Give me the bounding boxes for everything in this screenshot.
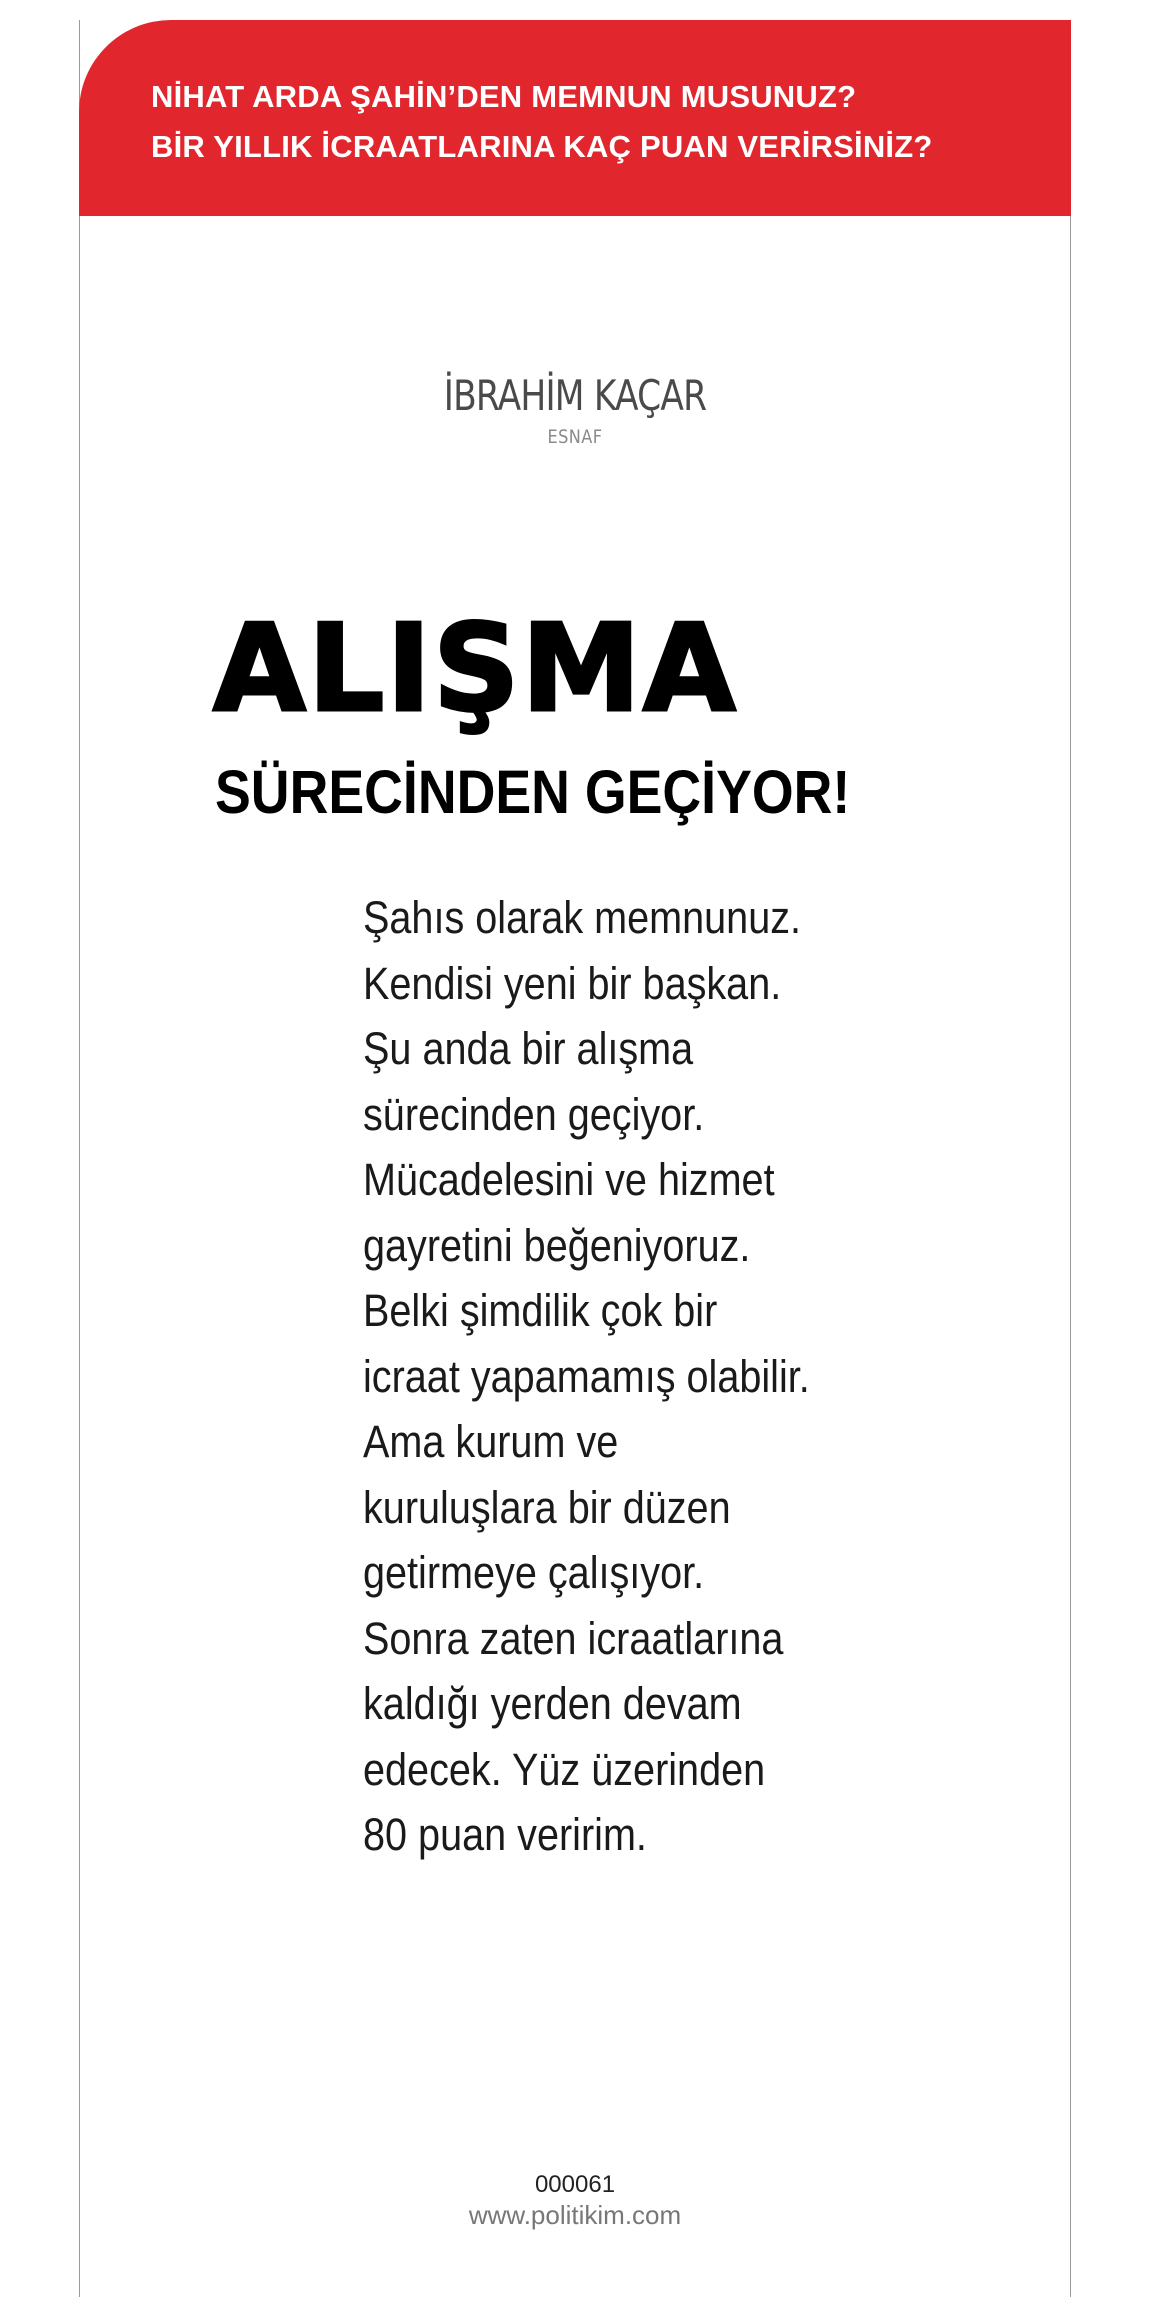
body-line: kaldığı yerden devam	[363, 1678, 742, 1729]
body-text	[363, 885, 923, 1868]
page-code: 000061	[534, 2171, 616, 2198]
body-line: 80 puan veririm.	[363, 1809, 647, 1860]
body-line: Şu anda bir alışma	[363, 1023, 694, 1074]
body-line: edecek. Yüz üzerinden	[363, 1743, 766, 1795]
body-line: Şahıs olarak memnunuz.	[363, 892, 802, 943]
website-url: www.politikim.com	[468, 2200, 682, 2230]
headline-sub: SÜRECİNDEN GEÇİYOR!	[215, 758, 851, 826]
footer	[0, 2170, 1150, 2230]
header-banner	[79, 20, 1071, 216]
body-line: Kendisi yeni bir başkan.	[363, 957, 782, 1009]
header-question-line-1: NİHAT ARDA ŞAHİN’DEN MEMNUN MUSUNUZ?	[151, 79, 857, 114]
body-line: getirmeye çalışıyor.	[363, 1547, 705, 1598]
body-line: Belki şimdilik çok bir	[363, 1285, 718, 1336]
body-line: gayretini beğeniyoruz.	[363, 1219, 751, 1271]
body-line: Ama kurum ve	[363, 1416, 619, 1467]
author-block	[0, 370, 1150, 450]
body-line: kuruluşlara bir düzen	[363, 1481, 731, 1533]
author-name: İBRAHİM KAÇAR	[443, 371, 707, 420]
author-role: ESNAF	[547, 426, 603, 448]
body-line: Mücadelesini ve hizmet	[363, 1154, 775, 1205]
header-question-line-2: BİR YILLIK İCRAATLARINA KAÇ PUAN VERİRSİNİZ?	[151, 129, 933, 164]
headline-main: ALIŞMA	[213, 600, 738, 739]
body-line: Sonra zaten icraatlarına	[363, 1612, 784, 1664]
body-line: icraat yapamamış olabilir.	[363, 1350, 810, 1402]
body-line: sürecinden geçiyor.	[363, 1088, 705, 1140]
